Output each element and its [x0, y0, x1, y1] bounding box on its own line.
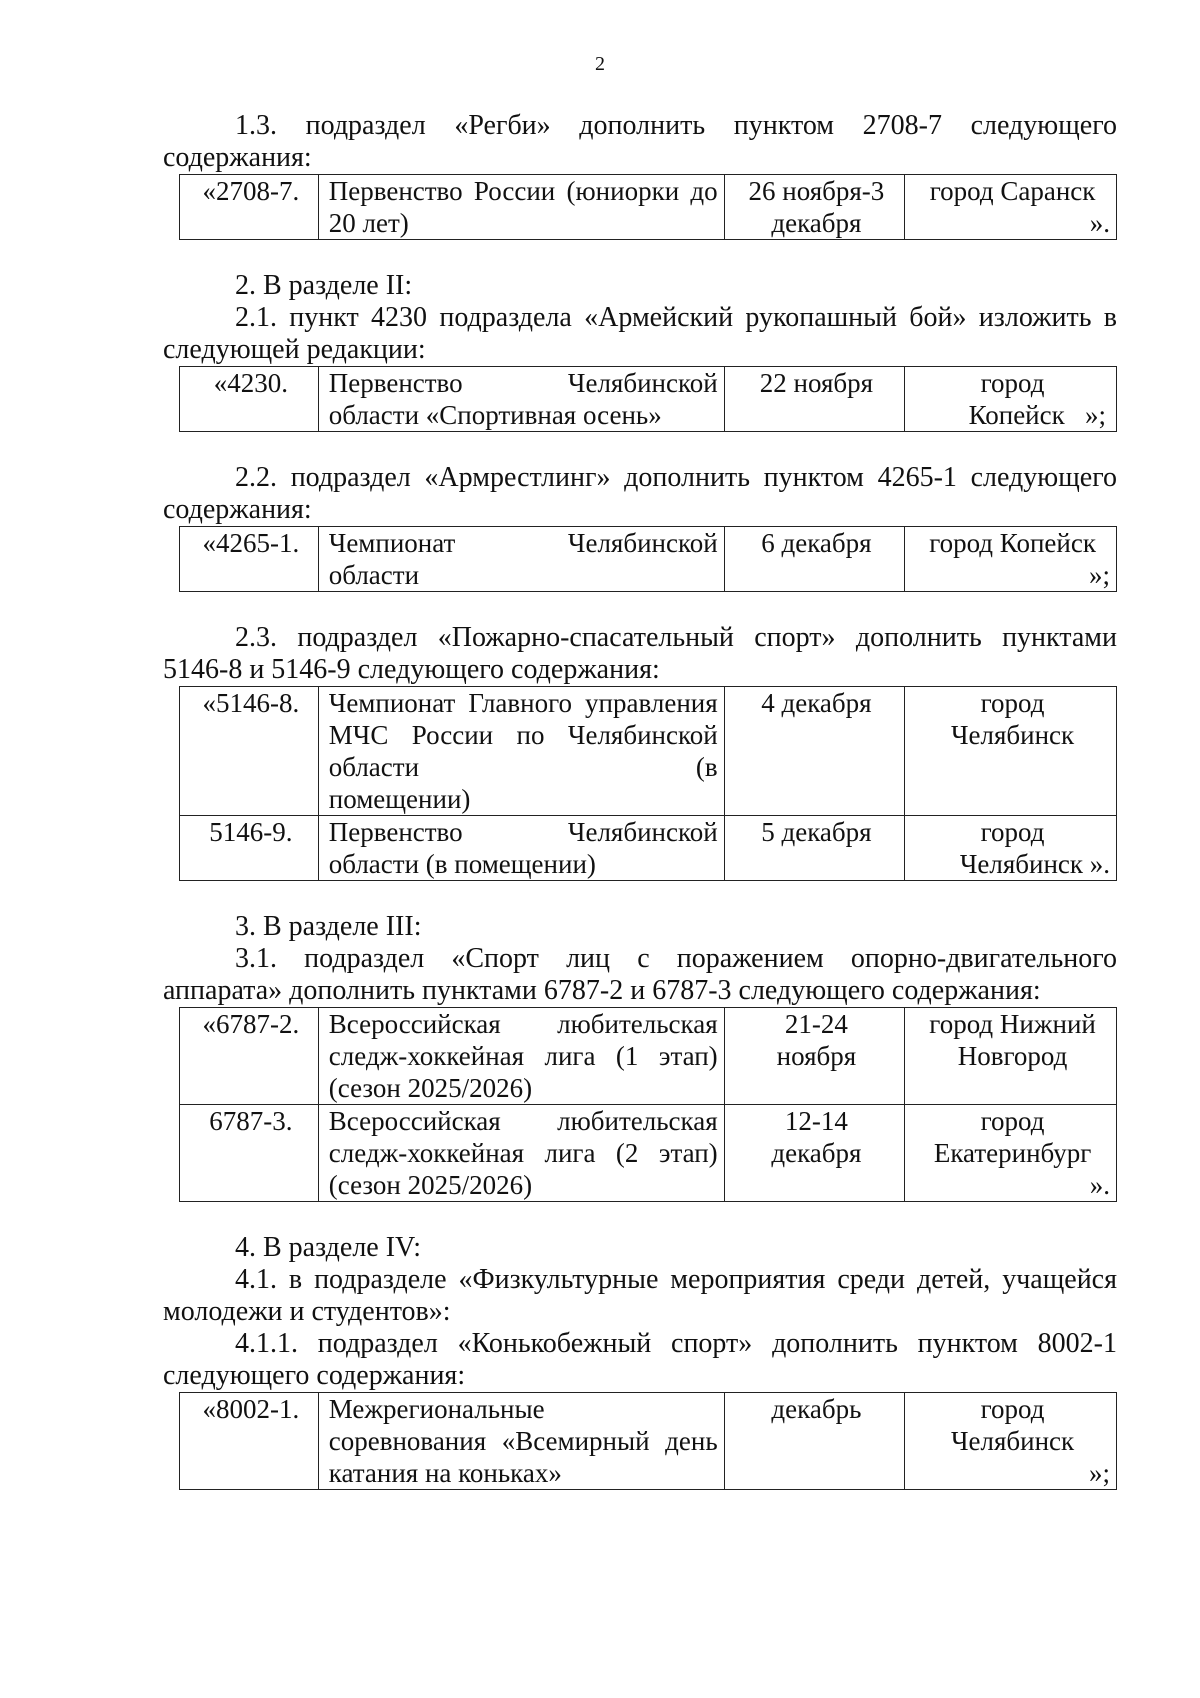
event-name-word: Первенство: [328, 817, 463, 847]
event-name-line: (сезон 2025/2026): [328, 1073, 533, 1103]
event-place: [905, 687, 1117, 816]
table-row: [180, 527, 1117, 592]
date-line: 12-14: [784, 1106, 848, 1136]
table-row: [180, 816, 1117, 881]
event-name: [318, 1008, 724, 1105]
section-4-heading: 4. В разделе IV:: [235, 1232, 421, 1263]
section-3-heading: 3. В разделе III:: [235, 911, 422, 942]
event-name: [318, 816, 724, 881]
event-date: 5 декабря: [724, 816, 905, 881]
event-name-line: Межрегиональные: [328, 1394, 545, 1424]
date-line: ноября: [776, 1041, 857, 1071]
paragraph-4-1-continuation: молодежи и студентов»:: [163, 1296, 451, 1327]
table-row: [180, 367, 1117, 432]
event-name-line: соревнования «Всемирный день: [328, 1426, 718, 1456]
table-row: [180, 687, 1117, 816]
event-name-text: Всероссийская любительская следж-хоккейная лига (1 этап): [328, 1009, 718, 1071]
closing-quote: »;: [1088, 1458, 1110, 1488]
table-4265-1: [179, 526, 1117, 592]
paragraph-2-2-continuation: содержания:: [163, 494, 312, 525]
event-date: [724, 1008, 905, 1105]
place-line: город: [980, 688, 1045, 718]
date-line: декабря: [771, 1138, 862, 1168]
event-date: 4 декабря: [724, 687, 905, 816]
place-line: город: [980, 817, 1045, 847]
event-date: 26 ноября-3 декабря: [724, 175, 905, 240]
event-name-line: области: [328, 560, 420, 590]
event-date: [724, 1105, 905, 1202]
item-number: «8002-1.: [180, 1393, 319, 1490]
place-line: Челябинск ».: [959, 849, 1110, 879]
event-name: [318, 367, 724, 432]
event-place: [905, 816, 1117, 881]
event-name-line: катания на коньках»: [328, 1458, 562, 1488]
paragraph-2-3-continuation: 5146-8 и 5146-9 следующего содержания:: [163, 654, 660, 685]
place-line: город: [980, 1106, 1045, 1136]
closing-quote: »;: [1084, 400, 1106, 430]
event-date: декабрь: [724, 1393, 905, 1490]
event-place: [905, 175, 1117, 240]
event-name: Первенство России (юниорки до 20 лет): [318, 175, 724, 240]
item-number: «4265-1.: [180, 527, 319, 592]
document-body: [163, 110, 1117, 1490]
page-number: 2: [595, 53, 605, 75]
event-place: [905, 1008, 1117, 1105]
place-line: город Нижний: [929, 1009, 1096, 1039]
paragraph-3-1-continuation: аппарата» дополнить пунктами 6787-2 и 6787-3 следующего содержания:: [163, 975, 1041, 1006]
event-date: 6 декабря: [724, 527, 905, 592]
table-row: [180, 1105, 1117, 1202]
paragraph-2-3: 2.3. подраздел «Пожарно-спасательный спорт» дополнить пунктами: [235, 622, 1117, 653]
event-place: [905, 527, 1117, 592]
event-name-line: помещении): [328, 784, 471, 814]
paragraph-2-2: 2.2. подраздел «Армрестлинг» дополнить пунктом 4265-1 следующего: [235, 462, 1117, 493]
item-number: «4230.: [180, 367, 319, 432]
closing-quote: ».: [1089, 208, 1110, 238]
place-text: город Саранск: [929, 176, 1096, 206]
item-number: «2708-7.: [180, 175, 319, 240]
event-name: [318, 687, 724, 816]
place-line: Челябинск: [950, 1426, 1075, 1456]
event-name-line: области (в помещении): [328, 849, 596, 879]
table-row: [180, 175, 1117, 240]
paragraph-3-1: 3.1. подраздел «Спорт лиц с поражением опорно-двигательного: [235, 943, 1117, 974]
item-number: «6787-2.: [180, 1008, 319, 1105]
event-name-word: Челябинской: [567, 817, 718, 847]
event-name-word: Челябинской: [567, 368, 718, 398]
event-name-text: Всероссийская любительская следж-хоккейная лига (2 этап): [328, 1106, 718, 1168]
event-name-word: Чемпионат: [328, 528, 456, 558]
event-place: [905, 367, 1117, 432]
paragraph-2-1: 2.1. пункт 4230 подраздела «Армейский рукопашный бой» изложить в: [235, 302, 1117, 333]
paragraph-1-3: 1.3. подраздел «Регби» дополнить пунктом 2708-7 следующего: [235, 110, 1117, 141]
paragraph-1-3-continuation: содержания:: [163, 142, 312, 173]
place-text: город Копейск: [929, 528, 1096, 558]
place-line: город: [980, 368, 1045, 398]
event-name: [318, 1105, 724, 1202]
event-name: [318, 527, 724, 592]
item-number: «5146-8.: [180, 687, 319, 816]
paragraph-4-1: 4.1. в подразделе «Физкультурные мероприятия среди детей, учащейся: [235, 1264, 1117, 1295]
table-4230: [179, 366, 1117, 432]
closing-quote: »;: [1088, 560, 1110, 590]
event-name-line: (сезон 2025/2026): [328, 1170, 533, 1200]
place-line: Челябинск: [950, 720, 1075, 750]
event-name-line: области «Спортивная осень»: [328, 400, 662, 430]
event-place: [905, 1105, 1117, 1202]
place-line: Копейск: [968, 400, 1065, 430]
table-row: [180, 1393, 1117, 1490]
event-name-word: Первенство: [328, 368, 463, 398]
table-8002-1: [179, 1392, 1117, 1490]
table-6787: [179, 1007, 1117, 1202]
paragraph-2-1-continuation: следующей редакции:: [163, 334, 426, 365]
closing-quote: ».: [1089, 1170, 1110, 1200]
event-name-text: Чемпионат Главного управления МЧС России по Челябинской области (в: [328, 688, 718, 782]
item-number: 6787-3.: [180, 1105, 319, 1202]
place-line: город: [980, 1394, 1045, 1424]
place-line: Екатеринбург: [933, 1138, 1092, 1168]
paragraph-4-1-1-continuation: следующего содержания:: [163, 1360, 466, 1391]
item-number: 5146-9.: [180, 816, 319, 881]
event-name: [318, 1393, 724, 1490]
place-line: Новгород: [957, 1041, 1068, 1071]
event-name-word: Челябинской: [567, 528, 718, 558]
paragraph-4-1-1: 4.1.1. подраздел «Конькобежный спорт» дополнить пунктом 8002-1: [235, 1328, 1117, 1359]
event-date: 22 ноября: [724, 367, 905, 432]
table-row: [180, 1008, 1117, 1105]
table-2708-7: [179, 174, 1117, 240]
date-line: 21-24: [784, 1009, 848, 1039]
table-5146: [179, 686, 1117, 881]
event-place: [905, 1393, 1117, 1490]
section-2-heading: 2. В разделе II:: [235, 270, 413, 301]
